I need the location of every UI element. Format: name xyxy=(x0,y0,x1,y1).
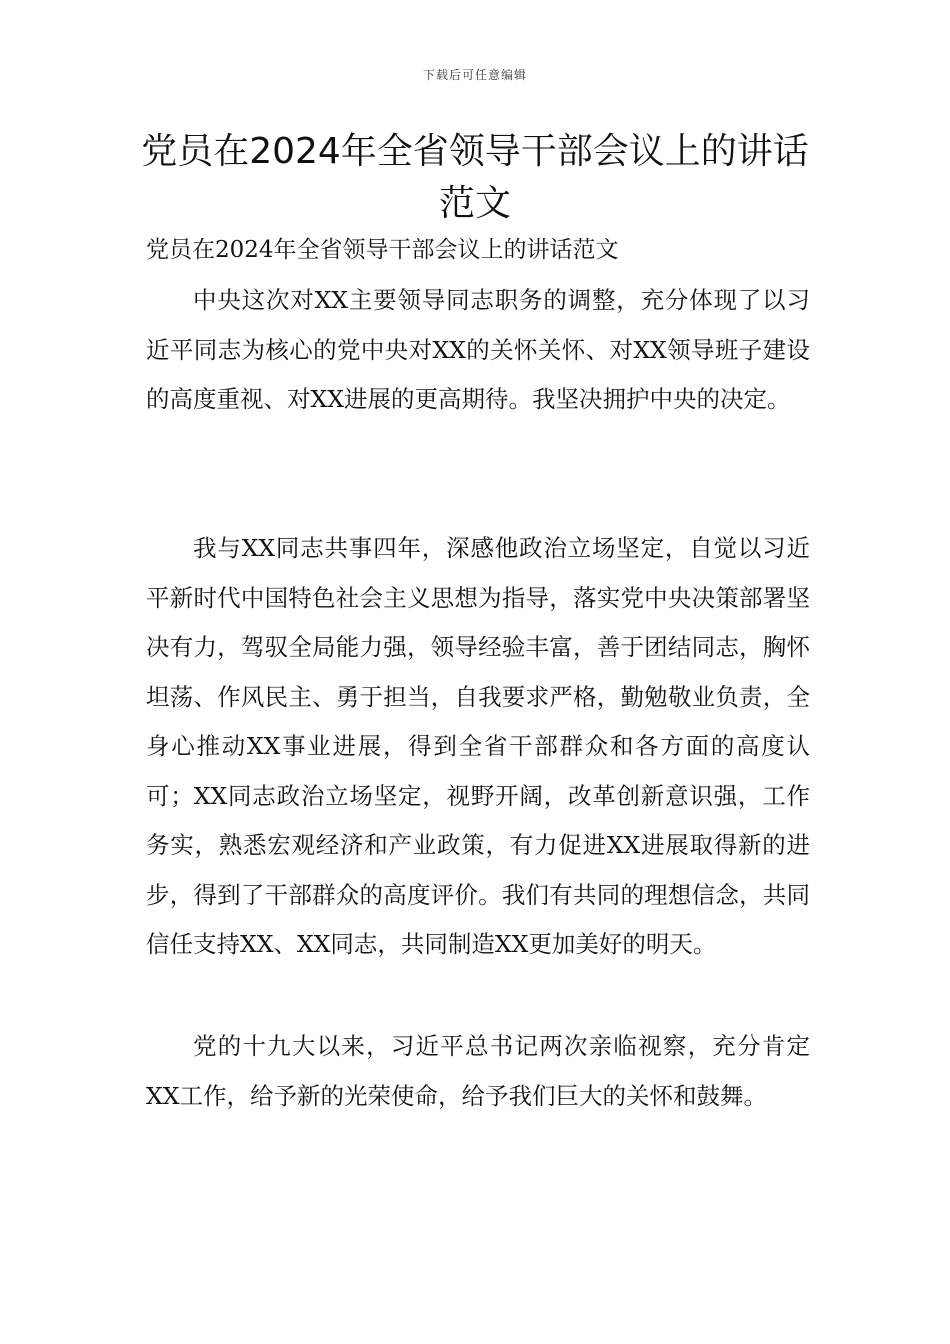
paragraph: 中央这次对XX主要领导同志职务的调整，充分体现了以习近平同志为核心的党中央对XX的关怀关怀、对XX领导班子建设的高度重视、对XX进展的更高期待。我坚决拥护中央的决定。 xyxy=(146,286,810,413)
document-title: 党员在2024年全省领导干部会议上的讲话范文 xyxy=(141,131,809,224)
paragraph: 党的十九大以来，习近平总书记两次亲临视察，充分肯定XX工作，给予新的光荣使命，给予我们巨大的关怀和鼓舞。 xyxy=(146,1032,810,1110)
paragraph-block xyxy=(146,1022,810,1121)
paragraph-block xyxy=(146,276,810,425)
paragraph-block xyxy=(146,524,810,970)
header-note: 下载后可任意编辑 xyxy=(422,68,527,82)
paragraph: 我与XX同志共事四年，深感他政治立场坚定，自觉以习近平新时代中国特色社会主义思想为指导，落实党中央决策部署坚决有力，驾驭全局能力强，领导经验丰富，善于团结同志，胸怀坦荡、作风民主、勇于担当，自我要求严格，勤勉敬业负责，全身心推动XX事业进展，得到全省干部群众和各方面的高度认可；XX同志政治立场坚定，视野开阔，改革创新意识强，工作务实，熟悉宏观经济和产业政策，有力促进XX进展取得新的进步，得到了干部群众的高度评价。我们有共同的理想信念，共同信任支持XX、XX同志，共同制造XX更加美好的明天。 xyxy=(146,534,810,958)
document-subtitle: 党员在2024年全省领导干部会议上的讲话范文 xyxy=(146,237,619,263)
